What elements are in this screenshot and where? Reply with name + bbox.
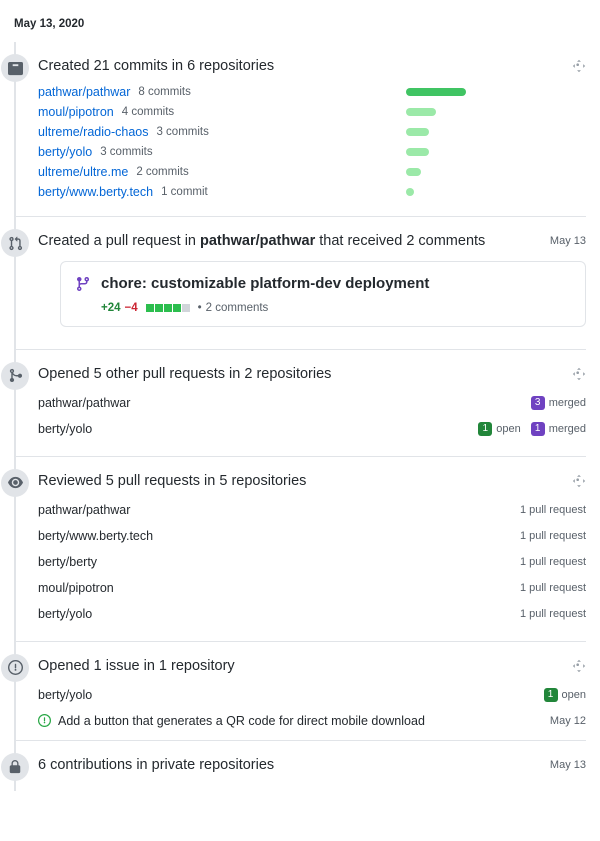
repo-name: pathwar/pathwar	[38, 502, 131, 517]
commit-bar	[406, 188, 414, 196]
status-label: open	[496, 422, 521, 435]
repo-name: moul/pipotron	[38, 580, 114, 595]
commit-count: 8 commits	[138, 86, 191, 98]
repo-link[interactable]: ultreme/radio-chaos	[38, 125, 149, 139]
review-count: 1 pull request	[519, 503, 586, 516]
status-label: merged	[548, 422, 586, 435]
created-pr-header	[38, 217, 586, 257]
status-count: 1	[531, 422, 545, 436]
separator-dot: •	[197, 301, 202, 314]
status-label: open	[561, 688, 586, 701]
collapse-icon[interactable]	[572, 659, 586, 673]
issue-opened-icon	[1, 654, 29, 682]
commit-count: 1 commit	[161, 186, 208, 198]
lock-icon	[1, 753, 29, 781]
status-count: 1	[544, 688, 558, 702]
issue-row[interactable]	[38, 708, 586, 740]
repo-name: berty/www.berty.tech	[38, 528, 154, 543]
reviewed-prs-rows	[38, 497, 586, 641]
commit-bar	[406, 108, 436, 116]
commit-bar-area	[406, 168, 586, 176]
collapse-icon[interactable]	[572, 474, 586, 488]
commit-bar-area	[406, 88, 586, 96]
commit-count: 4 commits	[121, 106, 175, 118]
opened-issues-title: Opened 1 issue in 1 repository	[38, 657, 235, 674]
commit-count: 3 commits	[100, 146, 153, 158]
reviewed-prs-block	[16, 457, 586, 642]
other-prs-header	[38, 350, 586, 390]
pr-title-prefix: Created a pull request in	[38, 233, 201, 249]
activity-timeline	[14, 42, 586, 791]
commit-bar	[406, 88, 466, 96]
git-branch-icon	[75, 276, 91, 297]
created-pr-title	[38, 233, 485, 249]
table-row[interactable]	[38, 682, 586, 708]
list-item	[38, 142, 586, 162]
commit-bar-area	[406, 108, 586, 116]
date-header: May 13, 2020	[14, 18, 85, 30]
created-pr-date: May 13	[549, 235, 586, 247]
table-row[interactable]	[38, 601, 586, 627]
commit-count: 2 commits	[136, 166, 189, 178]
other-prs-block	[16, 350, 586, 457]
status-label: merged	[548, 396, 586, 409]
status-badge	[478, 422, 520, 436]
list-item	[38, 182, 586, 202]
issue-title[interactable]: Add a button that generates a QR code for direct mobile download	[58, 713, 425, 728]
commit-bar	[406, 128, 429, 136]
reviewed-prs-title: Reviewed 5 pull requests in 5 repositories	[38, 472, 307, 489]
private-contributions-date: May 13	[549, 758, 586, 771]
private-row	[38, 741, 586, 791]
commit-repo-list	[38, 82, 586, 216]
reviewed-prs-header	[38, 457, 586, 497]
eye-icon	[1, 469, 29, 497]
list-item	[38, 122, 586, 142]
table-row[interactable]	[38, 575, 586, 601]
issue-opened-icon	[38, 714, 51, 727]
review-count: 1 pull request	[519, 607, 586, 620]
list-item	[38, 82, 586, 102]
commit-bar-area	[406, 148, 586, 156]
table-row[interactable]	[38, 523, 586, 549]
status-count: 3	[531, 396, 545, 410]
review-count: 1 pull request	[519, 581, 586, 594]
collapse-icon[interactable]	[572, 367, 586, 381]
repo-link[interactable]: ultreme/ultre.me	[38, 165, 129, 179]
repo-link[interactable]: moul/pipotron	[38, 105, 114, 119]
pr-card-title[interactable]: chore: customizable platform-dev deployment	[101, 275, 430, 292]
diffstat-blocks	[146, 304, 190, 312]
commits-header	[38, 42, 586, 82]
repo-name: pathwar/pathwar	[38, 395, 131, 410]
status-badge	[531, 396, 586, 410]
created-pr-block	[16, 217, 586, 350]
repo-link[interactable]: pathwar/pathwar	[38, 85, 131, 99]
pr-card[interactable]	[60, 261, 586, 327]
commits-title: Created 21 commits in 6 repositories	[38, 58, 275, 74]
commit-icon	[1, 54, 29, 82]
commit-count: 3 commits	[156, 126, 209, 138]
additions-count: +24	[101, 301, 121, 314]
opened-issues-header	[38, 642, 586, 682]
pr-repo-name[interactable]: pathwar/pathwar	[200, 233, 316, 249]
other-prs-rows	[38, 390, 586, 456]
commit-bar	[406, 168, 421, 176]
status-group	[478, 422, 586, 436]
table-row[interactable]	[38, 497, 586, 523]
repo-link[interactable]: berty/yolo	[38, 145, 93, 159]
private-contributions-block	[16, 741, 586, 791]
table-row[interactable]	[38, 416, 586, 442]
review-count: 1 pull request	[519, 529, 586, 542]
private-contributions-title: 6 contributions in private repositories	[38, 756, 275, 773]
commit-bar-area	[406, 188, 586, 196]
repo-name: berty/yolo	[38, 606, 93, 621]
repo-name: berty/yolo	[38, 687, 93, 702]
deletions-count: −4	[124, 301, 138, 314]
list-item	[38, 102, 586, 122]
repo-link[interactable]: berty/www.berty.tech	[38, 185, 154, 199]
collapse-icon[interactable]	[572, 59, 586, 73]
pr-title-suffix: that received 2 comments	[315, 233, 486, 249]
status-count: 1	[478, 422, 492, 436]
status-badge	[531, 422, 586, 436]
comments-count: 2 comments	[205, 301, 269, 314]
issue-left	[38, 714, 425, 728]
git-merge-icon	[1, 362, 29, 390]
list-item	[38, 162, 586, 182]
review-count: 1 pull request	[519, 555, 586, 568]
commit-bar	[406, 148, 429, 156]
table-row[interactable]	[38, 390, 586, 416]
commit-bar-area	[406, 128, 586, 136]
opened-issues-block	[16, 642, 586, 741]
repo-name: berty/yolo	[38, 421, 93, 436]
table-row[interactable]	[38, 549, 586, 575]
repo-name: berty/berty	[38, 554, 98, 569]
issue-date: May 12	[549, 714, 586, 727]
status-badge	[544, 688, 586, 702]
pull-request-icon	[1, 229, 29, 257]
status-group	[531, 396, 586, 410]
pr-card-meta	[101, 302, 571, 314]
other-prs-title: Opened 5 other pull requests in 2 repositories	[38, 365, 332, 382]
commits-block	[16, 42, 586, 217]
